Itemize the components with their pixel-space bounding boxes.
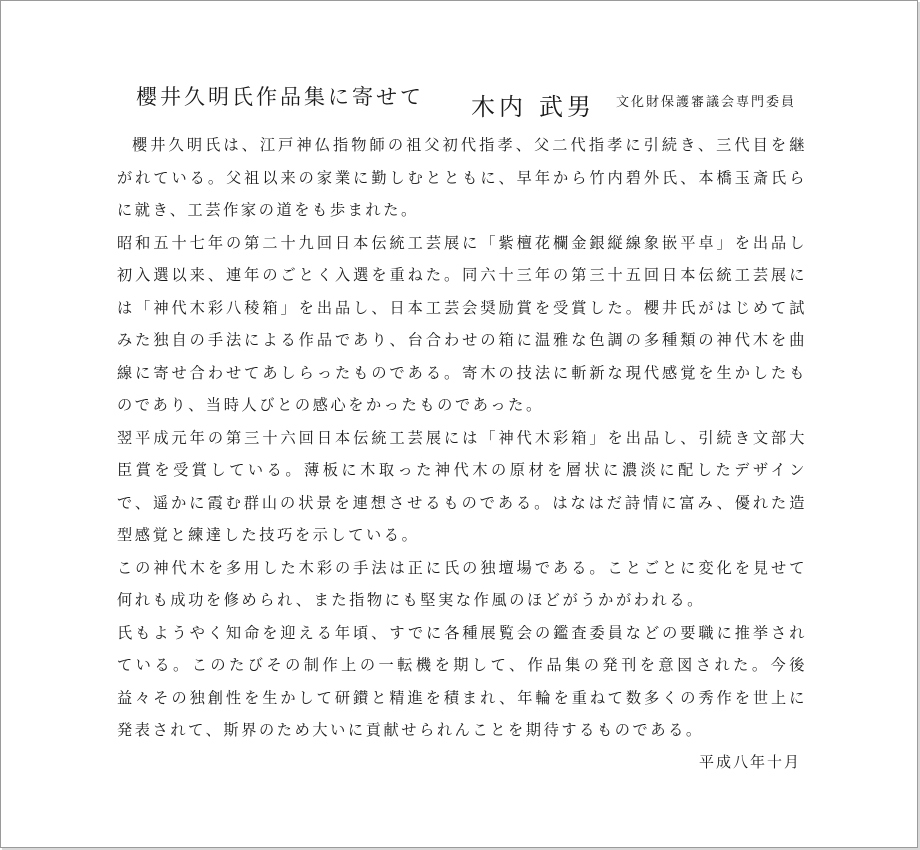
document-title: 櫻井久明氏作品集に寄せて <box>136 85 424 109</box>
author-name <box>471 87 595 122</box>
author-affiliation: 文化財保護審議会専門委員 <box>616 95 797 110</box>
paragraph-4: この神代木を多用した木彩の手法は正に氏の独壇場である。ことごとに変化を見せて何れも成功を修められ、また指物にも堅実な作風のほどがうかがわれる。 <box>117 558 807 609</box>
paragraph-1: 櫻井久明氏は、江戸神仏指物師の祖父初代指孝、父二代指孝に引続き、三代目を継がれている。父祖以来の家業に勤しむとともに、早年から竹内碧外氏、本橋玉斎氏らに就き、工芸作家の道をも歩まれた。 <box>117 136 807 219</box>
paragraph-2: 昭和五十七年の第二十九回日本伝統工芸展に「紫檀花欄金銀縦線象嵌平卓」を出品し初入選以来、連年のごとく入選を重ねた。同六十三年の第三十五回日本伝統工芸展には「神代木彩八稜箱」を出品し、日本工芸会奨励賞を受賞した。櫻井氏がはじめて試みた独自の手法による作品であり、台合わせの箱に温雅な色調の多種類の神代木を曲線に寄せ合わせてあしらったものである。寄木の技法に斬新な現代感覚を生かしたものであり、当時人びとの感心をかったものであった。 <box>117 233 807 414</box>
paragraph-3: 翌平成元年の第三十六回日本伝統工芸展には「神代木彩箱」を出品し、引続き文部大臣賞を受賞している。薄板に木取った神代木の原材を層状に濃淡に配したデザインで、遥かに霞む群山の状景を連想させるものである。はなはだ詩情に富み、優れた造型感覚と練達した技巧を示している。 <box>117 428 807 544</box>
document-date: 平成八年十月 <box>698 753 801 771</box>
document-header <box>1 75 917 121</box>
document-body <box>117 129 807 747</box>
paragraph-5: 氏もようやく知命を迎える年頃、すでに各種展覧会の鑑査委員などの要職に推挙されている。このたびその制作上の一転機を期して、作品集の発刊を意図された。今後益々その独創性を生かして研鑚と精進を積まれ、年輪を重ねて数多くの秀作を世上に発表されて、斯界のため大いに貢献せられんことを期待するものである。 <box>117 623 807 739</box>
author-given-name: 武男 <box>539 93 595 121</box>
author-family-name: 木内 <box>471 93 527 121</box>
